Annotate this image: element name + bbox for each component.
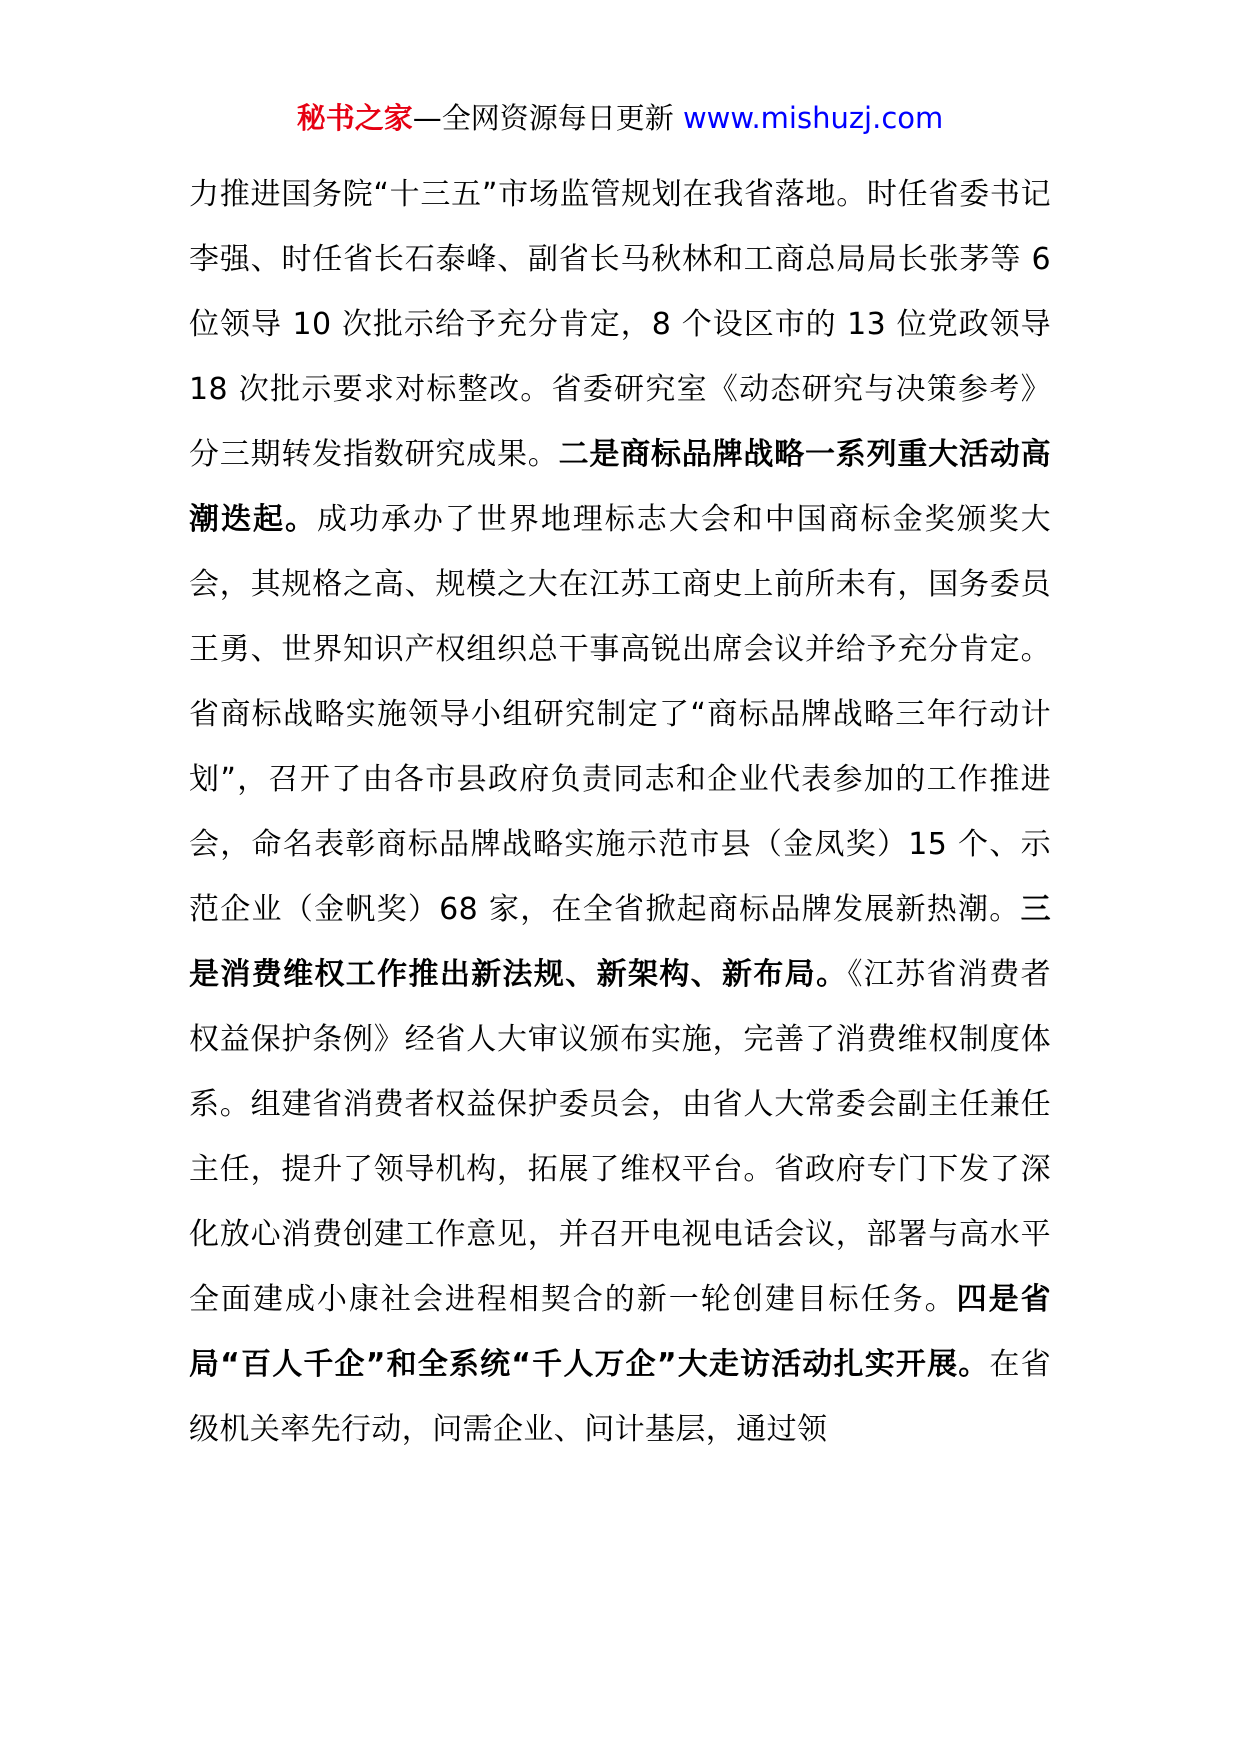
paragraph-text: 成功承办了世界地理标志大会和中国商标金奖颁奖大会，其规格之高、规模之大在江苏工商史上前所未有，国务委员王勇、世界知识产权组织总干事高锐出席会议并给予充分肯定。省商标战略实施领导小组研究制定了“商标品牌战略三年行动计划”，召开了由各市县政府负责同志和企业代表参加的工作推进会，命名表彰商标品牌战略实施示范市县（金凤奖）15 个、示范企业（金帆奖）68 家，在全省掀起商标品牌发展新热潮。 bbox=[189, 502, 1051, 927]
site-brand: 秘书之家 bbox=[296, 101, 413, 135]
bold-heading-4: 四是省局“百人千企”和全系统“千人万企”大走访活动扎实开展。 bbox=[189, 1282, 1051, 1382]
bold-heading-3: 三是消费维权工作推出新法规、新架构、新布局。 bbox=[189, 892, 1051, 992]
site-tagline: —全网资源每日更新 bbox=[412, 101, 683, 135]
bold-heading-2: 二是商标品牌战略一系列重大活动高潮迭起。 bbox=[189, 437, 1051, 537]
paragraph-text: 力推进国务院“十三五”市场监管规划在我省落地。时任省委书记李强、时任省长石泰峰、副省长马秋林和工商总局局长张茅等 6 位领导 10 次批示给予充分肯定，8 个设区市的 13 位党政领导 18 次批示要求对标整改。省委研究室《动态研究与决策参考》分三期转发指数研究成果。 bbox=[189, 177, 1051, 472]
site-header bbox=[0, 98, 1240, 138]
site-url-link[interactable]: www.mishuzj.com bbox=[682, 101, 944, 135]
document-body bbox=[189, 162, 1051, 1462]
paragraph-text: 在省级机关率先行动，问需企业、问计基层，通过领 bbox=[189, 1347, 1051, 1447]
paragraph-text: 《江苏省消费者权益保护条例》经省人大审议颁布实施，完善了消费维权制度体系。组建省消费者权益保护委员会，由省人大常委会副主任兼任主任，提升了领导机构，拓展了维权平台。省政府专门下发了深化放心消费创建工作意见，并召开电视电话会议，部署与高水平全面建成小康社会进程相契合的新一轮创建目标任务。 bbox=[189, 957, 1051, 1317]
